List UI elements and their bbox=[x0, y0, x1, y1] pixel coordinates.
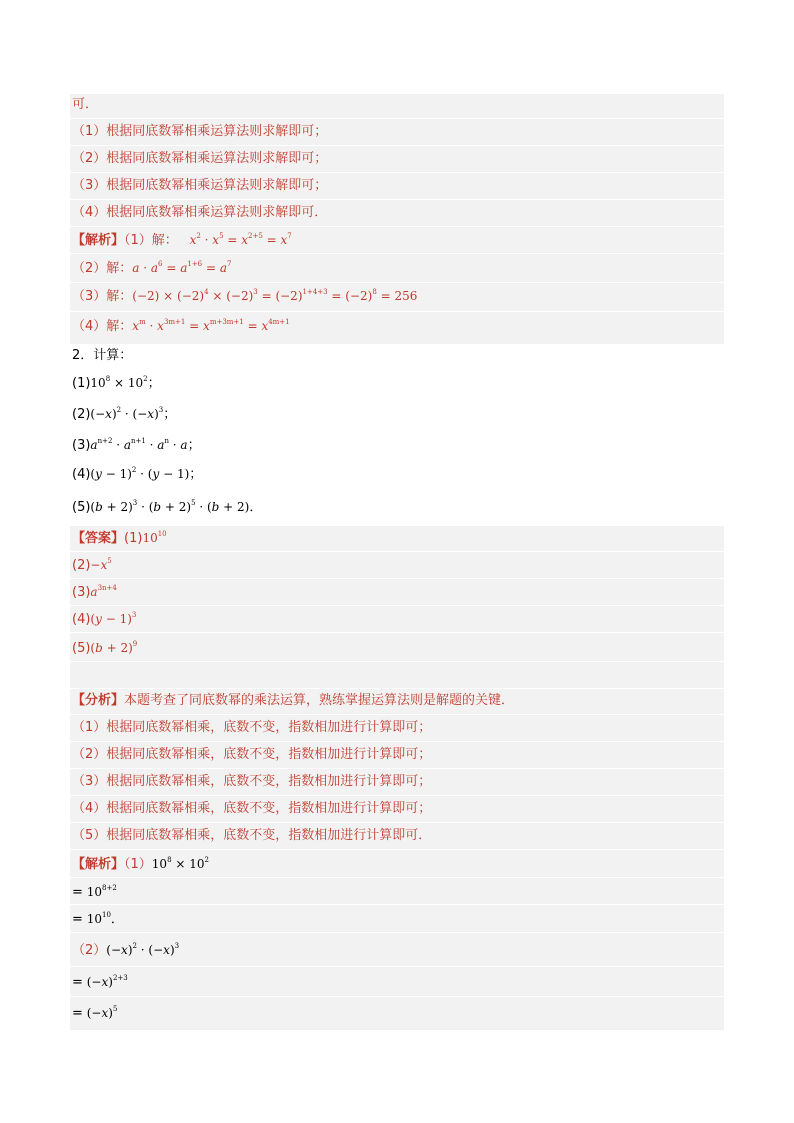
row-divider bbox=[70, 849, 724, 850]
answer-line-5 bbox=[72, 639, 137, 658]
question-2-item-5 bbox=[72, 498, 262, 517]
row-divider bbox=[70, 118, 724, 119]
solution2-line-5 bbox=[72, 973, 128, 992]
row-divider bbox=[70, 145, 724, 146]
equals-sign: = bbox=[72, 912, 83, 927]
answer-line-4 bbox=[72, 610, 136, 629]
solution-1-prefix: （1）解： bbox=[124, 233, 178, 248]
item-expression: $(-x)^2 \cdot (-x)^3$ bbox=[90, 406, 164, 421]
item-prefix: (2) bbox=[72, 407, 91, 422]
step-2: （2）根据同底数幂相乘运算法则求解即可； bbox=[72, 151, 328, 166]
solution2-5-expression: $(-x)^{2+3}$ bbox=[82, 974, 128, 989]
solution2-4-expression: $(-x)^2 \cdot (-x)^3$ bbox=[106, 942, 180, 957]
item-expression: $10^8 \times 10^2$ bbox=[90, 375, 148, 390]
analysis-step-1: （1）根据同底数幂相乘，底数不变，指数相加进行计算即可； bbox=[72, 720, 432, 735]
top-fragment: 可． bbox=[72, 97, 99, 112]
solution-line-2 bbox=[72, 259, 231, 278]
solution2-prefix: （1） bbox=[124, 857, 152, 872]
question-2-item-3 bbox=[72, 436, 201, 455]
solution2-line-1 bbox=[72, 855, 209, 874]
solution-2-expression: $a \cdot a^6 = a^{1+6} = a^7$ bbox=[132, 260, 232, 275]
answer-tag: 【答案】 bbox=[72, 531, 125, 546]
row-divider bbox=[70, 996, 724, 997]
answer-prefix: (1) bbox=[124, 531, 143, 546]
question-2-heading: 2．计算： bbox=[72, 348, 133, 363]
answer-4-expression: $(y - 1)^3$ bbox=[90, 611, 137, 626]
solution2-line-4 bbox=[72, 941, 179, 960]
row-divider bbox=[70, 904, 724, 905]
solution2-2-expression: $10^{8+2}$ bbox=[82, 884, 117, 899]
solution2-1-expression: $10^8 \times 10^2$ bbox=[151, 856, 209, 871]
answer-2-expression: $-x^5$ bbox=[90, 557, 112, 572]
solution-3-expression: $(-2) \times (-2)^4 \times (-2)^3 = (-2)^{1+4+3} = (-2)^8 = 256$ bbox=[132, 288, 418, 303]
row-divider bbox=[70, 253, 724, 254]
solution2-6-expression: $(-x)^5$ bbox=[82, 1005, 118, 1020]
solution2-tag: 【解析】 bbox=[72, 857, 125, 872]
solution-4-prefix: （4）解： bbox=[72, 319, 133, 334]
solution-1-expression: $x^2 \cdot x^5 = x^{2+5} = x^7$ bbox=[189, 232, 292, 247]
answer-1-expression: $10^{10}$ bbox=[142, 530, 167, 545]
item-end: ； bbox=[189, 467, 203, 482]
row-divider bbox=[70, 578, 724, 579]
row-divider bbox=[70, 714, 724, 715]
solution-line-4 bbox=[72, 317, 290, 336]
solution2-prefix: （2） bbox=[72, 943, 107, 958]
row-divider bbox=[70, 688, 724, 689]
solution-tag: 【解析】 bbox=[72, 233, 125, 248]
analysis-step-2: （2）根据同底数幂相乘，底数不变，指数相加进行计算即可； bbox=[72, 747, 432, 762]
solution2-line-6 bbox=[72, 1004, 117, 1023]
row-divider bbox=[70, 632, 724, 633]
answer-3-expression: $a^{3n+4}$ bbox=[90, 584, 117, 599]
row-divider bbox=[70, 932, 724, 933]
item-prefix: (5) bbox=[72, 500, 91, 515]
solution-line-3 bbox=[72, 287, 417, 306]
solution-2-prefix: （2）解： bbox=[72, 261, 133, 276]
item-end: ； bbox=[187, 438, 201, 453]
analysis-tag: 【分析】 bbox=[72, 693, 125, 708]
row-divider bbox=[70, 768, 724, 769]
step-3: （3）根据同底数幂相乘运算法则求解即可； bbox=[72, 178, 328, 193]
solution2-3-expression: $10^{10}$ bbox=[82, 911, 111, 926]
item-end: ； bbox=[163, 407, 177, 422]
equals-sign: = bbox=[72, 1006, 83, 1021]
solution2-line-2 bbox=[72, 883, 117, 902]
solution-line-1 bbox=[72, 231, 292, 250]
row-divider bbox=[70, 199, 724, 200]
question-2-item-1 bbox=[72, 374, 161, 393]
item-prefix: (4) bbox=[72, 467, 91, 482]
question-2-item-2 bbox=[72, 405, 176, 424]
solution2-line-3 bbox=[72, 910, 124, 929]
step-4: （4）根据同底数幂相乘运算法则求解即可． bbox=[72, 205, 328, 220]
answer-prefix: (4) bbox=[72, 612, 91, 627]
answer-5-expression: $(b + 2)^9$ bbox=[90, 640, 138, 655]
row-divider bbox=[70, 966, 724, 967]
row-divider bbox=[70, 551, 724, 552]
period: ． bbox=[110, 912, 124, 927]
row-divider bbox=[70, 282, 724, 283]
equals-sign: = bbox=[72, 975, 83, 990]
item-end: ； bbox=[147, 376, 161, 391]
analysis-step-4: （4）根据同底数幂相乘，底数不变，指数相加进行计算即可； bbox=[72, 801, 432, 816]
row-divider bbox=[70, 661, 724, 662]
equals-sign: = bbox=[72, 885, 83, 900]
item-expression: $(y - 1)^2 \cdot (y - 1)$ bbox=[90, 466, 190, 481]
row-divider bbox=[70, 226, 724, 227]
row-divider bbox=[70, 741, 724, 742]
answer-line-1 bbox=[72, 529, 167, 548]
analysis-intro-text: 本题考查了同底数幂的乘法运算，熟练掌握运算法则是解题的关键． bbox=[124, 693, 515, 708]
row-divider bbox=[70, 605, 724, 606]
solution-3-prefix: （3）解： bbox=[72, 289, 133, 304]
answer-prefix: (2) bbox=[72, 558, 91, 573]
answer-prefix: (5) bbox=[72, 641, 91, 656]
row-divider bbox=[70, 795, 724, 796]
answer-line-3 bbox=[72, 583, 117, 602]
question-2-item-4 bbox=[72, 465, 202, 484]
analysis-intro bbox=[72, 692, 514, 710]
item-prefix: (3) bbox=[72, 438, 91, 453]
answer-line-2 bbox=[72, 556, 112, 575]
row-divider bbox=[70, 877, 724, 878]
item-expression: $(b + 2)^3 \cdot (b + 2)^5 \cdot (b + 2)$ bbox=[90, 499, 250, 514]
step-1: （1）根据同底数幂相乘运算法则求解即可； bbox=[72, 124, 328, 139]
solution-4-expression: $x^m \cdot x^{3m+1} = x^{m+3m+1} = x^{4m+1}$ bbox=[132, 318, 290, 333]
analysis-step-3: （3）根据同底数幂相乘，底数不变，指数相加进行计算即可； bbox=[72, 774, 432, 789]
row-divider bbox=[70, 822, 724, 823]
answer-prefix: (3) bbox=[72, 585, 91, 600]
item-prefix: (1) bbox=[72, 376, 91, 391]
row-divider bbox=[70, 311, 724, 312]
item-end: ． bbox=[249, 500, 263, 515]
row-divider bbox=[70, 172, 724, 173]
analysis-step-5: （5）根据同底数幂相乘，底数不变，指数相加进行计算即可． bbox=[72, 828, 432, 843]
item-expression: $a^{n+2} \cdot a^{n+1} \cdot a^n \cdot a$ bbox=[90, 437, 188, 452]
